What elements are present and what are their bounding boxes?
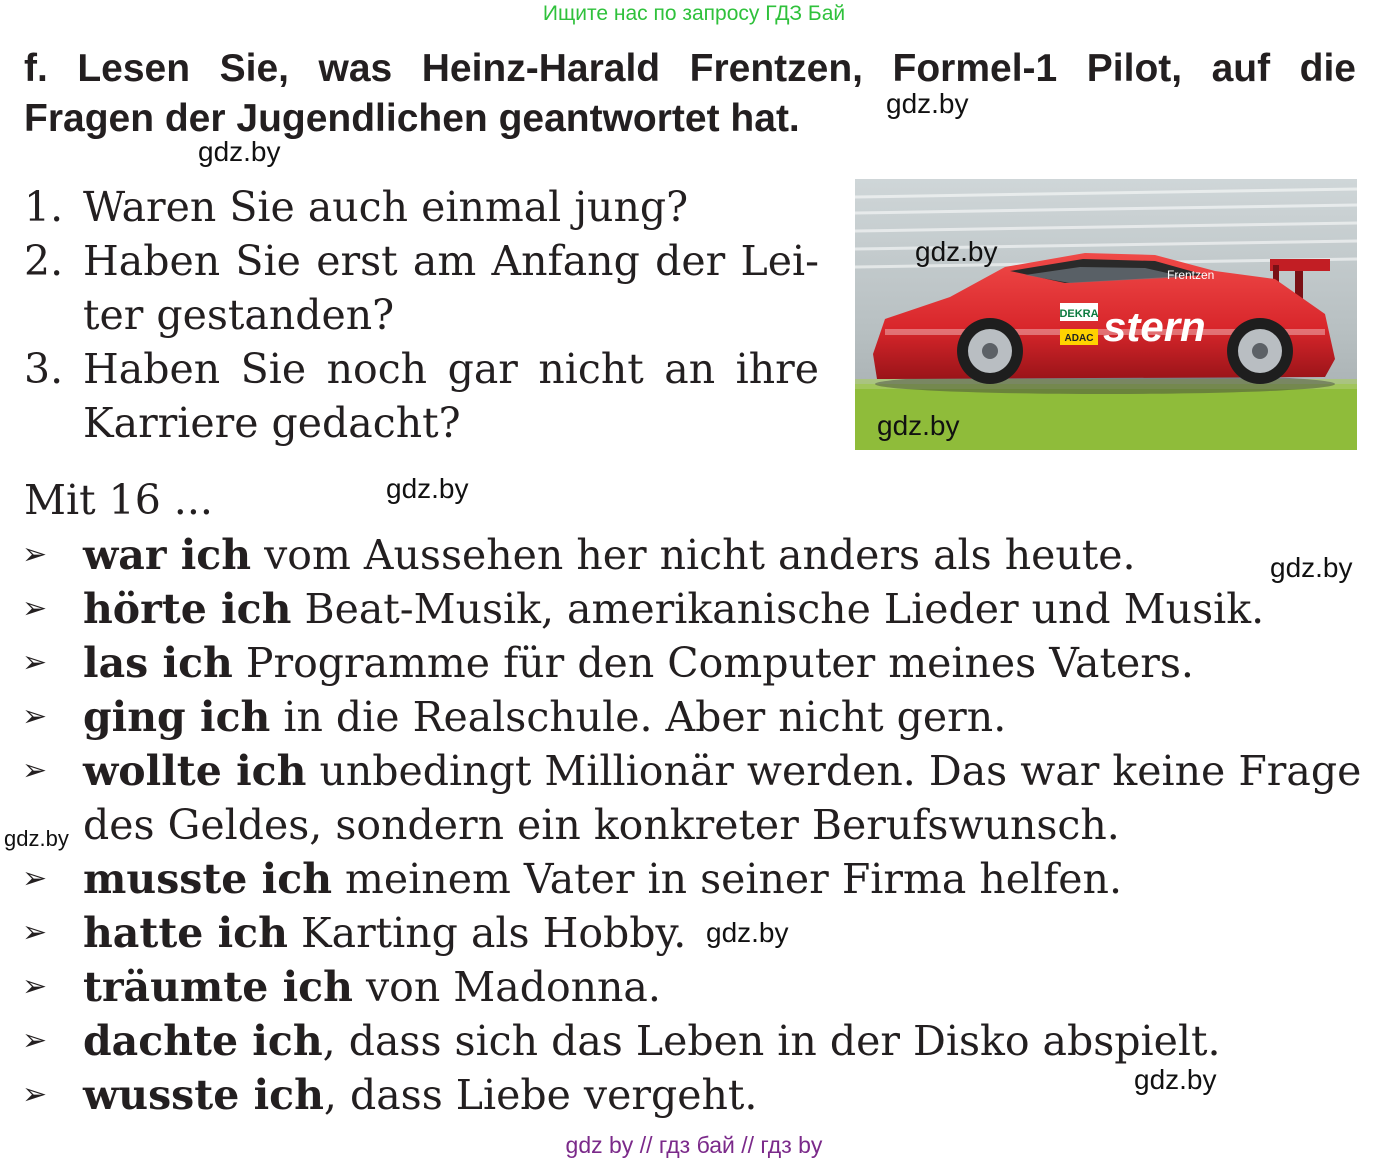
bullet-icon: ➢: [22, 1077, 48, 1112]
watermark: gdz.by: [386, 473, 469, 504]
answer-line-4: ging ich in die Realschule. Aber nicht gern.: [83, 693, 1007, 741]
question-number-3: 3.: [24, 345, 64, 393]
bullet-icon: ➢: [22, 699, 48, 734]
watermark: gdz.by: [198, 136, 281, 167]
answer-line-10: wusste ich, dass Liebe vergeht.: [83, 1071, 758, 1119]
bullet-icon: ➢: [22, 969, 48, 1004]
watermark: gdz.by: [886, 88, 969, 119]
answer-line-5-continued: des Geldes, sondern ein konkreter Berufswunsch.: [83, 801, 1120, 849]
question-text-2-line-1: Haben Sie erst am Anfang der Lei-: [83, 237, 819, 285]
bullet-icon: ➢: [22, 915, 48, 950]
watermark-photo-1: gdz.by: [915, 236, 998, 267]
answer-line-1: war ich vom Aussehen her nicht anders als heute.: [83, 531, 1136, 579]
task-heading-line-1: f. Lesen Sie, was Heinz-Harald Frentzen, Formel-1 Pilot, auf die: [24, 47, 1356, 90]
bullet-icon: ➢: [22, 861, 48, 896]
sponsor-stern: stern: [1103, 303, 1206, 350]
badge-dekra: DEKRA: [1059, 308, 1099, 320]
answer-line-6: musste ich meinem Vater in seiner Firma helfen.: [83, 855, 1122, 903]
race-car-photo: [855, 179, 1357, 450]
top-note: Ищите нас по запросу ГДЗ Бай: [542, 2, 846, 25]
question-text-3-line-2: Karriere gedacht?: [83, 399, 461, 447]
task-heading-line-2: Fragen der Jugendlichen geantwortet hat.: [24, 97, 800, 140]
answers-intro: Mit 16 ...: [24, 476, 213, 524]
question-number-2: 2.: [24, 237, 64, 285]
answer-line-7: hatte ich Karting als Hobby.: [83, 909, 687, 957]
footer-note: gdz by // гдз бай // гдз by: [565, 1132, 823, 1158]
watermark: gdz.by: [1134, 1064, 1217, 1095]
question-text-1: Waren Sie auch einmal jung?: [83, 183, 689, 231]
answer-line-3: las ich Programme für den Computer meines Vaters.: [83, 639, 1194, 687]
question-text-3-line-1: Haben Sie noch gar nicht an ihre: [83, 345, 819, 393]
question-number-1: 1.: [24, 183, 64, 231]
bullet-icon: ➢: [22, 1023, 48, 1058]
watermark: gdz.by: [1270, 552, 1353, 583]
bullet-icon: ➢: [22, 753, 48, 788]
bullet-icon: ➢: [22, 537, 48, 572]
watermark: gdz.by: [706, 917, 789, 948]
answer-line-5: wollte ich unbedingt Millionär werden. Das war keine Frage: [83, 747, 1362, 795]
bullet-icon: ➢: [22, 591, 48, 626]
bullet-icon: ➢: [22, 645, 48, 680]
answer-line-9: dachte ich, dass sich das Leben in der Disko abspielt.: [83, 1017, 1221, 1065]
question-text-2-line-2: ter gestanden?: [83, 291, 395, 339]
car-driver-name: Frentzen: [1167, 268, 1215, 282]
answer-line-8: träumte ich von Madonna.: [83, 963, 661, 1011]
badge-adac: ADAC: [1064, 333, 1094, 344]
answer-line-2: hörte ich Beat-Musik, amerikanische Lieder und Musik.: [83, 585, 1265, 633]
watermark-photo-2: gdz.by: [877, 410, 960, 441]
watermark: gdz.by: [4, 826, 69, 851]
